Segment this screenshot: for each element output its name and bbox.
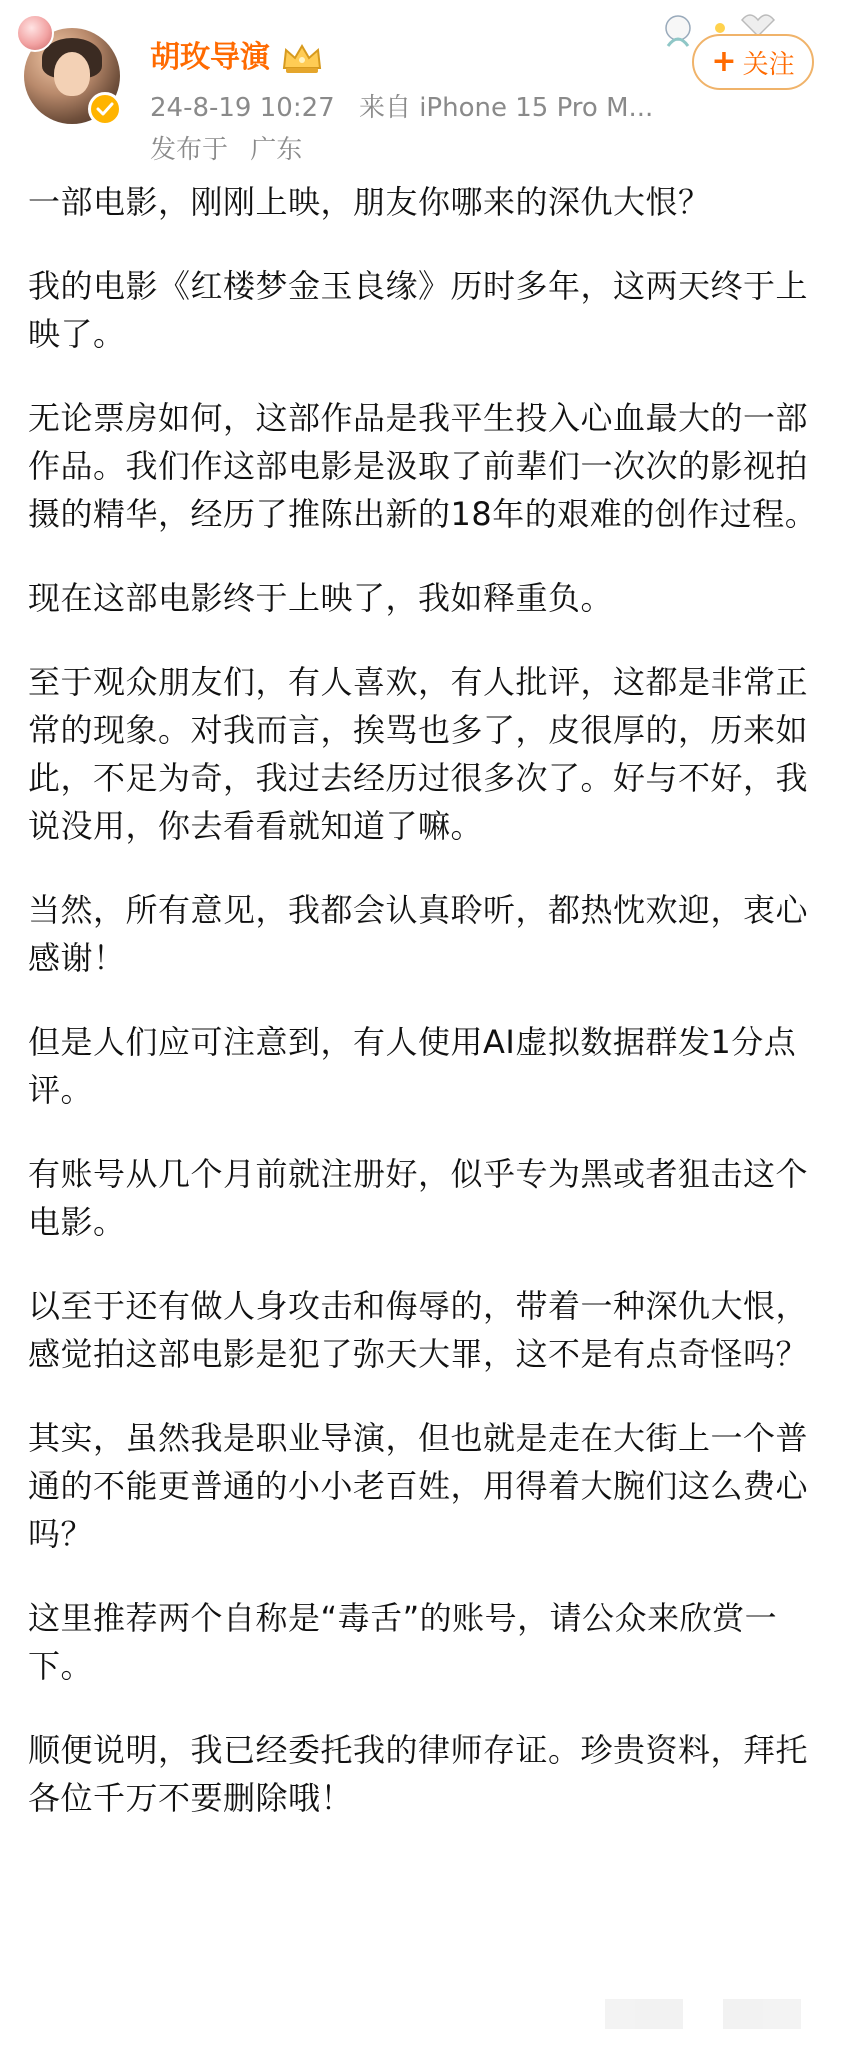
avatar-pendant-icon [16, 14, 54, 52]
post-datetime: 24-8-19 10:27 [150, 93, 335, 123]
crown-icon [280, 40, 324, 76]
post-paragraph: 当然，所有意见，我都会认真聆听，都热忱欢迎，衷心感谢！ [28, 891, 809, 977]
post-paragraph: 至于观众朋友们，有人喜欢，有人批评，这都是非常正常的现象。对我而言，挨骂也多了，皮很厚的，历来如此，不足为奇，我过去经历过很多次了。好与不好，我说没用，你去看看就知道了嘛。 [28, 663, 809, 845]
watermark-block [723, 1999, 801, 2029]
post-paragraph: 我的电影《红楼梦金玉良缘》历时多年，这两天终于上映了。 [28, 267, 809, 353]
author-name[interactable]: 胡玫导演 [150, 40, 270, 75]
post-paragraph: 一部电影，刚刚上映，朋友你哪来的深仇大恨？ [28, 183, 711, 221]
post-paragraph: 这里推荐两个自称是“毒舌”的账号，请公众来欣赏一下。 [28, 1599, 778, 1685]
post-paragraph: 无论票房如何，这部作品是我平生投入心血最大的一部作品。我们作这部电影是汲取了前辈们一次次的影视拍摄的精华，经历了推陈出新的18年的艰难的创作过程。 [28, 399, 818, 533]
author-row [150, 36, 324, 80]
post-body [28, 178, 818, 1822]
post-paragraph: 顺便说明，我已经委托我的律师存证。珍贵资料，拜托各位千万不要删除哦！ [28, 1731, 809, 1817]
post-paragraph: 现在这部电影终于上映了，我如释重负。 [28, 579, 614, 617]
verified-badge-icon [88, 92, 122, 126]
post-paragraph: 有账号从几个月前就注册好，似乎专为黑或者狙击这个电影。 [28, 1155, 809, 1241]
plus-icon: + [711, 44, 737, 79]
location-value: 广东 [250, 135, 303, 165]
watermark [605, 1995, 805, 2035]
watermark-block [605, 1999, 683, 2029]
post-paragraph: 但是人们应可注意到，有人使用AI虚拟数据群发1分点评。 [28, 1023, 797, 1109]
post-source: 来自 iPhone 15 Pro M... [358, 93, 654, 123]
post-header [0, 0, 842, 170]
follow-label: 关注 [742, 49, 795, 80]
post-paragraph: 以至于还有做人身攻击和侮辱的，带着一种深仇大恨，感觉拍这部电影是犯了弥天大罪，这不是有点奇怪吗？ [28, 1287, 809, 1373]
location-prefix: 发布于 [150, 135, 229, 165]
post-meta [150, 90, 653, 126]
follow-button[interactable] [692, 34, 814, 90]
post-location [150, 132, 302, 168]
avatar-face [54, 52, 90, 96]
post-paragraph: 其实，虽然我是职业导演，但也就是走在大街上一个普通的不能更普通的小小老百姓，用得着大腕们这么费心吗？ [28, 1419, 809, 1553]
